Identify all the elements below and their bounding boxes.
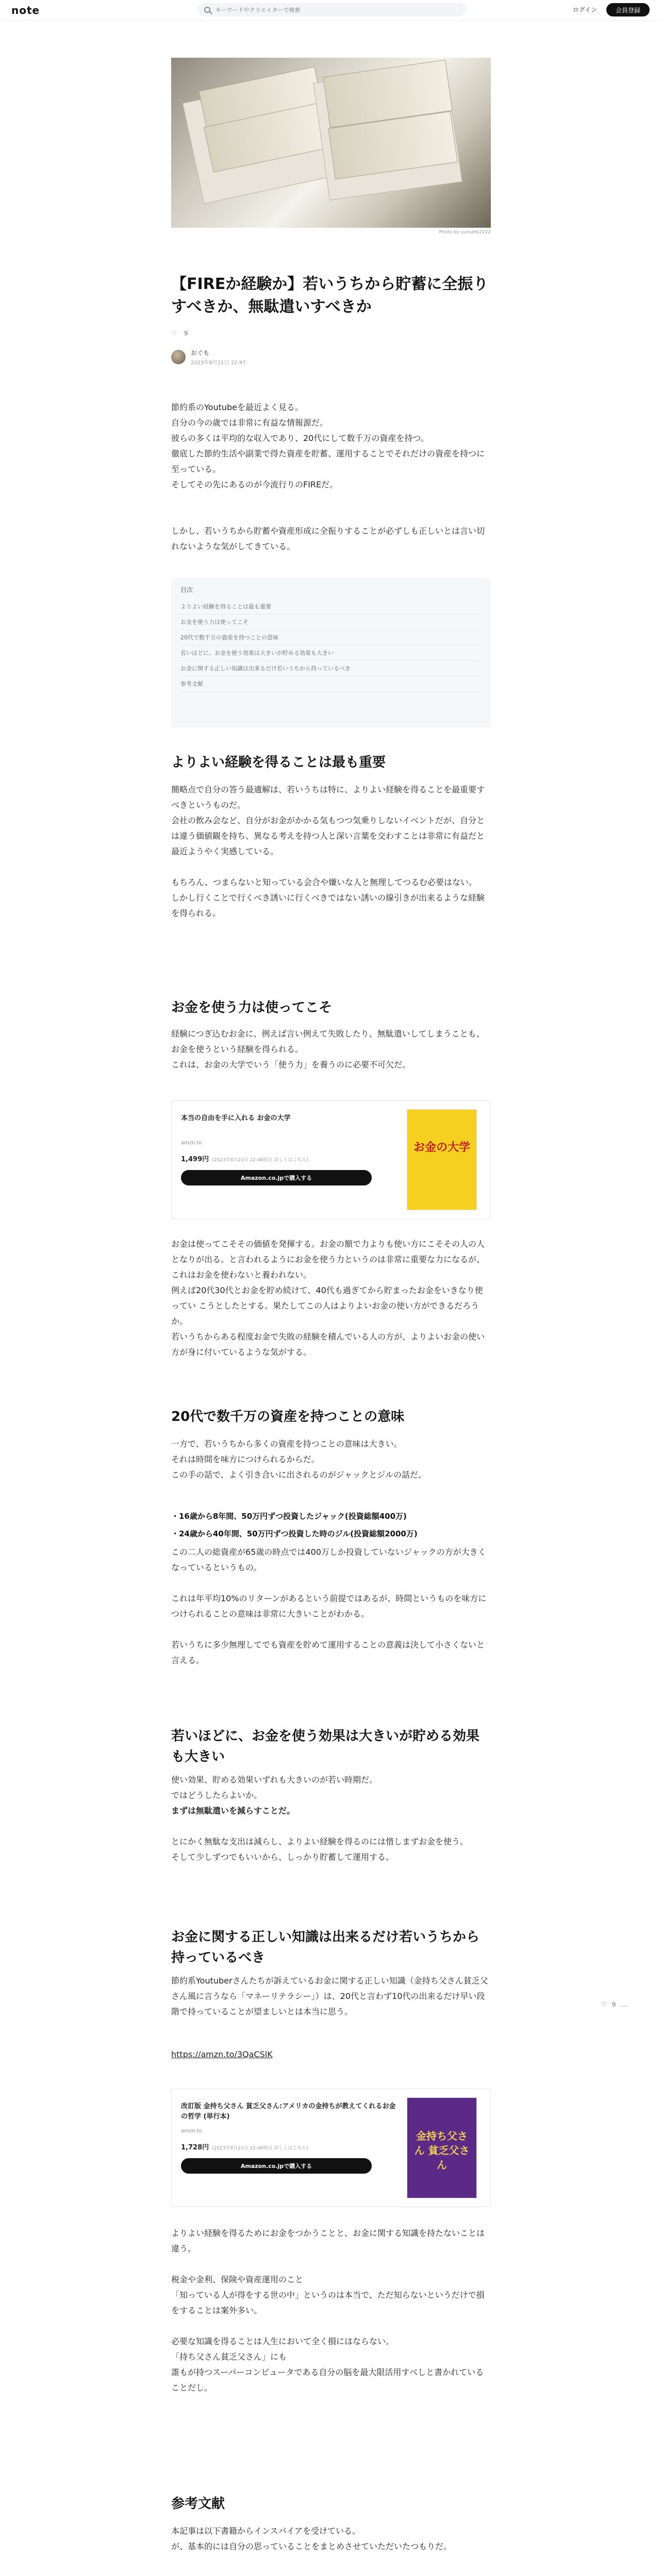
table-of-contents [171, 578, 491, 727]
paragraph: 誰もが持つスーパーコンピュータである自分の脳を最大限活用すべしと書かれていることだし。 [171, 2367, 484, 2393]
like-count: 9 [611, 2001, 616, 2008]
section-heading: お金に関する正しい知識は出来るだけ若いうちから持っているべき [171, 1929, 480, 1965]
product-title[interactable]: 改訂版 金持ち父さん 貧乏父さん:アメリカの金持ちが教えてくれるお金の哲学 (単行本) [181, 2103, 396, 2121]
paragraph: 例えば20代30代とお金を貯め続けて、40代も過ぎてから貯まったお金をいきなり使ってい こうとしたとする。果たしてこの人はよりよいお金の使い方ができるだろうか。 [171, 1285, 483, 1326]
more-icon[interactable]: … [621, 2001, 627, 2008]
buy-button[interactable]: Amazon.co.jpで購入する [181, 1170, 372, 1185]
login-link[interactable]: ログイン [572, 6, 597, 13]
top-bar [0, 0, 662, 21]
paragraph: よりよい経験を得るためにお金をつかうことと、お金に関する知識を持たないことは違う。 [171, 2228, 485, 2253]
article-meta [171, 330, 188, 337]
product-source: amzn.to [181, 2128, 202, 2134]
paragraph: この二人の総資産が65歳の時点では400万しか投資していないジャックの方が大きくなっているというもの。 [171, 1547, 486, 1572]
paragraph: 使い効果、貯める効果いずれも大きいのが若い時期だ。 [171, 1775, 378, 1785]
paragraph: 簡略点で自分の答う最適解は、若いうちは特に、よりよい経験を得ることを最重要すべきというものだ。 [171, 785, 485, 810]
book-cover[interactable]: 金持ち父さん 貧乏父さん [407, 2097, 477, 2198]
paragraph: 税金や金利、保険や資産運用のこと [171, 2275, 304, 2284]
paragraph: しかし、若いうちから貯蓄や資産形成に全振りすることが必ずしも正しいとは言い切れないような気がしてきている。 [171, 526, 485, 551]
paragraph: 節約系のYoutubeを最近よく見る。 [171, 402, 303, 412]
heart-icon[interactable]: ♡ [171, 330, 177, 337]
paragraph: 本記事は以下書籍からインスパイアを受けている。 [171, 2526, 361, 2536]
paragraph: 「知っている人が得をする世の中」というのは本当で、ただ知らないというだけで損をすることは案外多い。 [171, 2290, 485, 2315]
hero-image [171, 58, 491, 228]
product-source: amzn.to [181, 1140, 202, 1146]
paragraph: ではどうしたらよいか。 [171, 1790, 262, 1800]
paragraph: とにかく無駄な支出は減らし、よりよい経験を得るのには惜しまずお金を使う。 [171, 1837, 469, 1846]
section-heading: 若いほどに、お金を使う効果は大きいが貯める効果も大きい [171, 1728, 480, 1765]
author-mini[interactable] [171, 348, 246, 366]
toc-item[interactable]: 参考文献 [180, 676, 482, 692]
references-text [171, 2523, 491, 2554]
list-item: ・24歳から40年間、50万円ずつ投資した時のジル(投資総額2000万) [171, 1529, 418, 1538]
paragraph: これは年平均10%のリターンがあるという前提ではあるが、時間というものを味方につけられることの意味は非常に大きいことがわかる。 [171, 1594, 487, 1619]
buy-button[interactable]: Amazon.co.jpで購入する [181, 2158, 372, 2174]
register-button[interactable]: 会員登録 [606, 3, 650, 16]
toc-item[interactable]: 若いほどに、お金を使う効果は大きいが貯める効果も大きい [180, 646, 482, 661]
paragraph: 一方で、若いうちから多くの資産を持つことの意味は大きい。 [171, 1439, 402, 1449]
paragraph: これは、お金の大学でいう「使う力」を養うのに必要不可欠だ。 [171, 1060, 411, 1070]
section-5-text [171, 1973, 491, 2020]
toc-item[interactable]: よりよい経験を得ることは最も重要 [180, 599, 482, 615]
search-box[interactable] [198, 3, 466, 16]
paragraph: 経験につぎ込むお金に、例えば言い例えて失敗したり、無駄遣いしてしまうことも、お金を使うという経験を得られる。 [171, 1029, 485, 1054]
section-1-text [171, 782, 491, 921]
paragraph: この手の話で、よく引き合いに出されるのがジャックとジルの話だ。 [171, 1470, 426, 1480]
author-name[interactable]: おぐも [191, 349, 210, 357]
paragraph: 「持ち父さん貧乏父さん」にも [171, 2352, 287, 2362]
paragraph: もちろん、つまらないと知っている会合や嫌いな人と無理してつるむ必要はない。 [171, 877, 477, 887]
book-cover[interactable]: お金の大学 [407, 1109, 477, 1210]
paragraph: が、基本的には自分の思っていることをまとめさせていただいたつもりだ。 [171, 2541, 452, 2551]
search-input[interactable] [214, 6, 460, 14]
product-price: 1,499円 (2023年8月21日 22:46時点 詳しくはこちら) [181, 1156, 308, 1163]
paragraph: そしてその先にあるのが今流行りのFIREだ。 [171, 480, 338, 489]
intro-text [171, 400, 491, 493]
paragraph: そして少しずつでもいいから、しっかり貯蓄して運用する。 [171, 1852, 394, 1862]
avatar[interactable] [171, 350, 186, 364]
bullet-list [171, 1507, 491, 1543]
like-count: 9 [184, 330, 188, 337]
toc-item[interactable]: お金に関する正しい知識は出来るだけ若いうちから持っているべき [180, 661, 482, 676]
paragraph: 自分の今の歳では非常に有益な情報源だ。 [171, 418, 328, 428]
paragraph: しかし行くことで行くべき誘いに行くべきではない誘いの線引きが出来るような経験を得られる。 [171, 893, 485, 918]
section-2-after [171, 1236, 491, 1360]
section-4-text [171, 1772, 491, 1865]
paragraph: 会社の飲み会など、自分がお金がかかる気もつつ気乗りしないイベントだが、自分とは違う価値観を持ち、異なる考えを持つ人と深い言葉を交わすことは非常に有益だと最近ようやく実感している。 [171, 816, 485, 856]
paragraph: 若いうちに多少無理してでも資産を貯めて運用することの意義は決して小さくないと言える。 [171, 1640, 485, 1665]
article-title: 【FIREか経験か】若いうちから貯蓄に全振りすべきか、無駄遣いすべきか [171, 275, 489, 316]
post-date: 2023年8月21日 22:47 [191, 360, 246, 366]
paragraph: 若いうちからある程度お金で失敗の経験を積んでいる人の方が、よりよいお金の使い方が身に付いているような気がする。 [171, 1332, 485, 1357]
paragraph: 徹底した節約生活や副業で得た資産を貯蓄、運用することでそれだけの資産を持つに至っている。 [171, 449, 485, 474]
toc-item[interactable]: 20代で数千万の資産を持つことの意味 [180, 630, 482, 646]
search-icon [204, 7, 210, 13]
section-heading: よりよい経験を得ることは最も重要 [171, 755, 386, 770]
amazon-link[interactable]: https://amzn.to/3QaCSlK [171, 2049, 273, 2059]
bold-text: まずは無駄遣いを減らすことだ。 [171, 1806, 295, 1816]
photo-credit[interactable]: Photo by sunsetk2222 [439, 230, 491, 235]
list-item: ・16歳から8年間、50万円ずつ投資したジャック(投資総額400万) [171, 1512, 407, 1521]
section-heading: お金を使う力は使ってこそ [171, 1000, 333, 1015]
heart-icon[interactable]: ♡ [601, 2001, 607, 2008]
section-3-text [171, 1436, 491, 1483]
paragraph: それは時間を味方につけられるからだ。 [171, 1454, 320, 1464]
section-2-text [171, 1026, 491, 1073]
product-card[interactable] [171, 1100, 491, 1219]
section-3-text-2 [171, 1545, 491, 1668]
section-heading: 20代で数千万の資産を持つことの意味 [171, 1409, 405, 1425]
intro-text-2 [171, 523, 491, 554]
toc-heading[interactable]: 目次 [180, 586, 193, 594]
toc-item[interactable]: お金を使う力は使ってこそ [180, 615, 482, 630]
paragraph: お金は使ってこそその価値を発揮する。お金の額で力よりも使い方にこそその人の人となりが出る。と言われるようにお金を使う力というのは非常に重要な力になるが、これはお金を使わないと養われない。 [171, 1239, 485, 1280]
product-title[interactable]: 本当の自由を手に入れる お金の大学 [181, 1114, 291, 1122]
floating-actions [601, 2001, 627, 2008]
note-logo[interactable]: note [11, 4, 40, 16]
section-5-text-2 [171, 2226, 491, 2396]
paragraph: 必要な知識を得ることは人生において全く損にはならない。 [171, 2336, 394, 2346]
section-heading: 参考文献 [171, 2496, 225, 2512]
product-price: 1,728円 (2023年8月21日 22:46時点 詳しくはこちら) [181, 2144, 308, 2151]
paragraph: 節約系Youtuberさんたちが訴えているお金に関する正しい知識（金持ち父さん貧乏父さん風に言うなら「マネーリテラシー」）は、20代と言わず10代の出来るだけ早い段階で持っていることが望ましいとは本当に思う。 [171, 1976, 488, 2016]
paragraph: 彼らの多くは平均的な収入であり、20代にして数千万の資産を持つ。 [171, 433, 429, 443]
product-card[interactable] [171, 2089, 491, 2207]
